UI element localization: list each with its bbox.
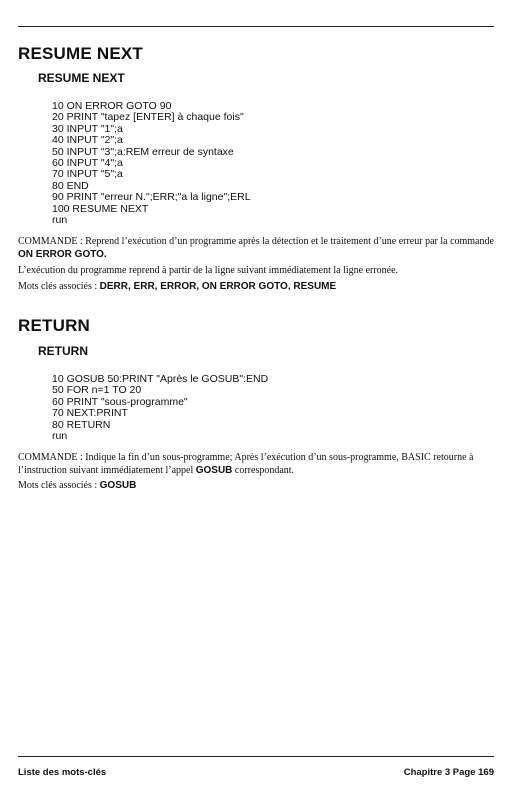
code-line: run: [52, 430, 68, 443]
code-line: 50 FOR n=1 TO 20: [52, 384, 142, 397]
related-keywords-return: [18, 480, 494, 493]
code-line: 10 ON ERROR GOTO 90: [52, 100, 172, 112]
subheading-return: RETURN: [38, 344, 88, 358]
footer-section-title: Liste des mots-clés: [18, 767, 107, 778]
code-line: 10 GOSUB 50:PRINT "Après le GOSUB":END: [52, 373, 269, 385]
related-keywords-label: Mots clés associés :: [18, 480, 100, 491]
description-text: COMMANDE : Indique la fin d’un sous-programme; Après l’exécution d’un sous-programme, BASIC retourne à l’instruction suivant immédiatement l’appel: [18, 452, 474, 476]
description-tail: correspondant.: [232, 464, 295, 476]
code-line: 70 NEXT:PRINT: [52, 407, 128, 420]
code-line: 50 INPUT "3";a:REM erreur de syntaxe: [52, 145, 234, 158]
related-keywords-label: Mots clés associés :: [18, 281, 100, 292]
description-resume-next: [18, 236, 494, 261]
description-resume-next-2: L’exécution du programme reprend à partir de la ligne suivant immédiatement la ligne erronée.: [18, 265, 399, 276]
section-heading-return: RETURN: [18, 316, 91, 335]
code-line: 60 INPUT "4";a: [52, 157, 123, 170]
code-line: 90 PRINT "erreur N.";ERR;"a la ligne";ERL: [52, 191, 251, 204]
related-keywords-list: GOSUB: [99, 480, 137, 491]
code-line: 30 INPUT "1";a: [52, 122, 123, 135]
related-keywords-list: DERR, ERR, ERROR, ON ERROR GOTO, RESUME: [99, 281, 337, 292]
section-heading-resume-next: RESUME NEXT: [18, 44, 143, 63]
bottom-rule: [18, 756, 494, 757]
description-return: [18, 452, 494, 477]
related-keywords-resume-next: [18, 281, 494, 294]
description-keyword: GOSUB: [195, 464, 233, 476]
code-listing-resume-next: [52, 101, 251, 226]
code-line: 80 END: [52, 179, 89, 192]
description-text: COMMANDE : Reprend l’exécution d’un programme après la détection et le traitement d’une erreur par la commande: [18, 236, 494, 247]
description-keyword: ON ERROR GOTO.: [18, 248, 107, 260]
footer-page-number: Chapitre 3 Page 169: [403, 767, 494, 778]
code-line: 80 RETURN: [52, 418, 111, 431]
code-line: 70 INPUT "5";a: [52, 168, 123, 181]
top-rule: [18, 26, 494, 27]
code-line: run: [52, 214, 68, 227]
code-listing-return: [52, 374, 268, 442]
code-line: 100 RESUME NEXT: [52, 202, 149, 215]
subheading-resume-next: RESUME NEXT: [38, 71, 125, 85]
code-line: 20 PRINT "tapez [ENTER] à chaque fois": [52, 111, 244, 124]
code-line: 40 INPUT "2";a: [52, 134, 123, 147]
code-line: 60 PRINT "sous-programme": [52, 395, 188, 408]
